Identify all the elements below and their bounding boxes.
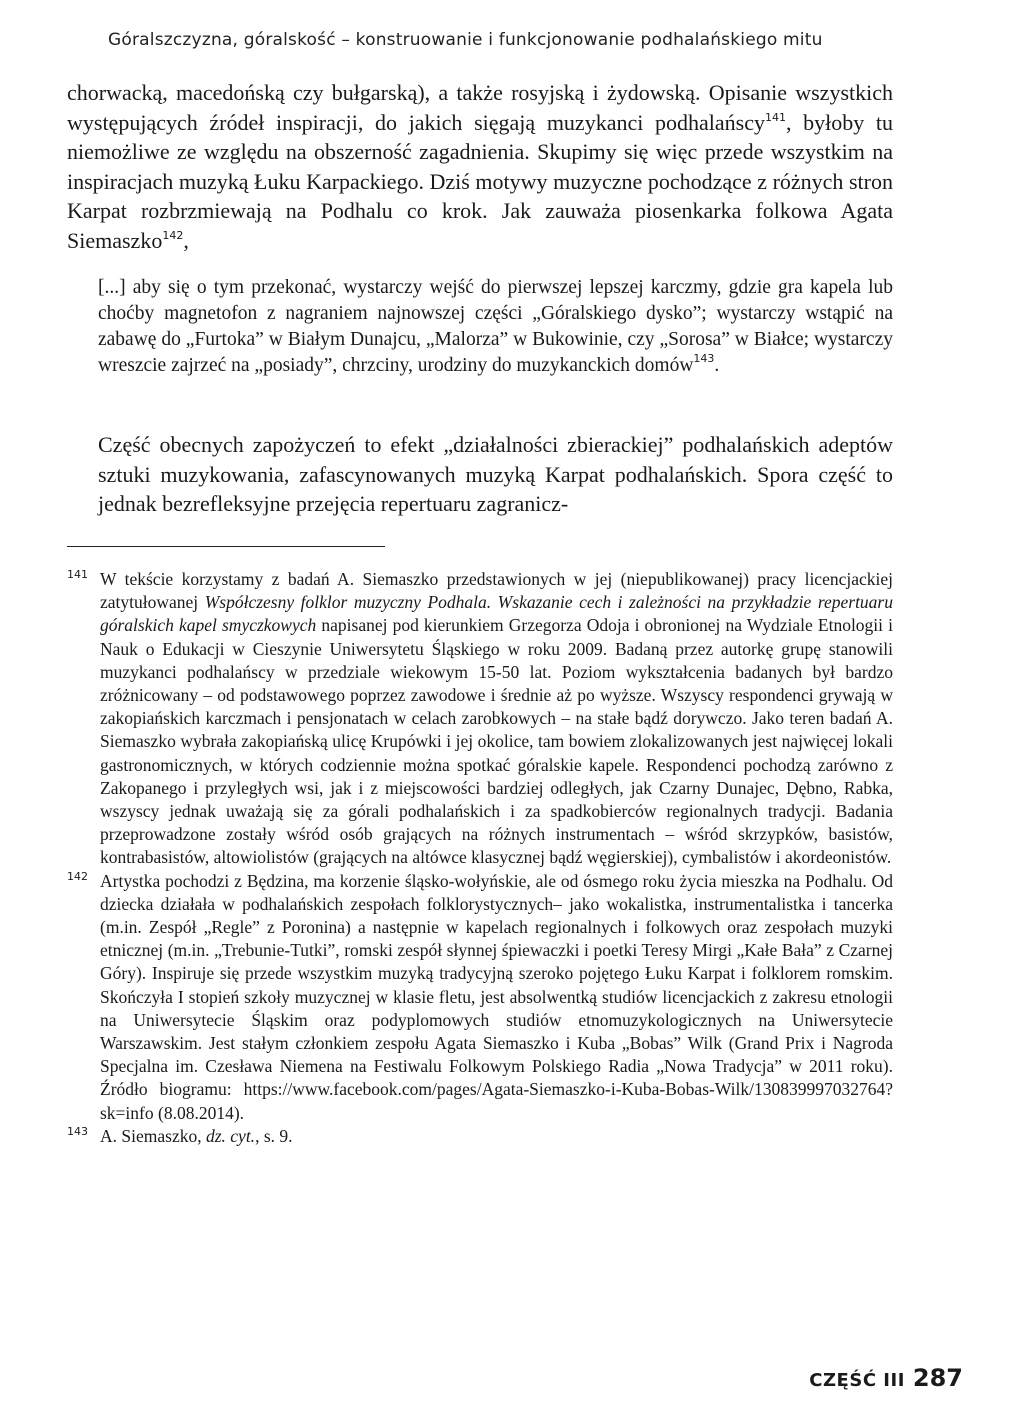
footnote-ref-142[interactable]: 142 [162, 228, 184, 242]
paragraph-1-text-a: chorwacką, macedońską czy bułgarską), a także rosyjską i żydowską. Opisanie wszystkich występujących źródeł inspiracji, do jakich sięgają muzykanci podhalańscy [67, 80, 893, 135]
block-quote-text: [...] aby się o tym przekonać, wystarczy wejść do pierwszej lepszej karczmy, gdzie gra kapela lub choćby magnetofon z nagraniem najnowszej części „Góralskiego dysko”; wystarczy wstąpić na zabawę do „Furtoka” w Białym Dunajcu, „Malorza” w Bukowinie, czy „Sorosa” w Białce; wystarczy wreszcie zajrzeć na „posiady”, chrzciny, urodziny do muzykanckich domów [98, 277, 893, 376]
footnote-divider [67, 546, 385, 547]
footnote-text-continued: napisanej pod kierunkiem Grzegorza Odoja i obronionej na Wydziale Etnologii i Nauk o Edukacji w Cieszynie Uniwersytetu Śląskiego w roku 2009. Badaną przez autorkę grupę stanowili muzykanci podhalańscy w przedziale wiekowym 15-50 lat. Poziom wykształcenia badanych był bardzo zróżnicowany – od podstawowego poprzez zawodowe i średnie aż po wyższe. Wszyscy respondenci grywają w zakopiańskich karczmach i pensjonatach w celach zarobkowych – na stałe bądź dorywczo. Jako teren badań A. Siemaszko wybrała zakopiańską ulicę Krupówki i jej okolice, tam bowiem zlokalizowanych jest najwięcej lokali gastronomicznych, w których codziennie można spotkać góralskie kapele. Respondenci pochodzą zarówno z Zakopanego i przyległych wsi, jak i z miejscowości bardziej odległych, jak Czarny Dunajec, Dębno, Rabka, wszyscy jednak uważają się za górali podhalańskich i za spadkobierców regionalnych tradycji. Badania przeprowadzone zostały wśród osób grających na różnych instrumentach – wśród skrzypków, basistów, kontrabasistów, altowiolistów (grających na altówce klasycznej bądź węgierskiej), cymbalistów i akordeonistów. [100, 615, 893, 868]
paragraph-1-text-c: , [183, 227, 189, 253]
footnotes [67, 568, 893, 1148]
paragraph-2: Część obecnych zapożyczeń to efekt „działalności zbierackiej” podhalańskich adeptów sztuki muzykowania, zafascynowanych muzyką Karpat podhalańskich. Spora część to jednak bezrefleksyjne przejęcia repertuaru zagranicz- [98, 432, 893, 516]
footnote-number: 143 [67, 1124, 88, 1138]
footnote-142 [67, 870, 893, 1125]
footnote-text-continued: , s. 9. [255, 1125, 293, 1146]
paragraph-1 [67, 78, 893, 255]
page-folio [803, 1364, 963, 1392]
paragraph-1-text-b: , byłoby tu niemożliwe ze względu na obszerność zagadnienia. Skupimy się więc przede wszystkim na inspiracjach muzyką Łuku Karpackiego. Dziś motywy muzyczne pochodzące z różnych stron Karpat rozbrzmiewają na Podhalu co krok. Jak zauważa piosenkarka folkowa Agata Siemaszko [67, 109, 893, 253]
page-number: 287 [912, 1364, 963, 1392]
footnote-text: Artystka pochodzi z Będzina, ma korzenie śląsko-wołyńskie, ale od ósmego roku życia mieszka na Podhalu. Od dziecka działała w podhalańskich zespołach folklorystycznych– jako wokalistka, instrumentalistka i tancerka (m.in. Zespół „Regle” z Poronina) a następnie w kapelach regionalnych i folkowych oraz zespołach muzyki etnicznej (m.in. „Trebunie-Tutki”, romski zespół słynnej śpiewaczki i poetki Teresy Mirgi „Kałe Bała” z Czarnej Góry). Inspiruje się przede wszystkim muzyką tradycyjną szeroko pojętego Łuku Karpat i folklorem romskim. Skończyła I stopień szkoły muzycznej w klasie fletu, jest absolwentką studiów licencjackich z zakresu etnologii na Uniwersytecie Śląskim oraz podyplomowych studiów etnomuzykologicznych na Uniwersytecie Warszawskim. Jest stałym członkiem zespołu Agata Siemaszko i Kuba „Bobas” Wilk (Grand Prix i Nagroda Specjalna im. Czesława Niemena na Festiwalu Folkowym Polskiego Radia „Nowa Tradycja” w 2011 roku). Źródło biogramu: https://www.facebook.com/pages/Agata-Siemaszko-i-Kuba-Bobas-Wilk/130839997032764?sk=info (8.08.2014). [100, 870, 893, 1123]
footnote-title: Współczesny folklor muzyczny Podhala. Wskazanie cech i zależności na przykładzie repertuaru góralskich kapel smyczkowych [100, 592, 893, 636]
block-quote-end: . [714, 355, 720, 376]
footnote-citation-abbrev: dz. cyt. [205, 1125, 256, 1146]
running-head: Góralszczyzna, góralskość – konstruowanie i funkcjonowanie podhalańskiego mitu [108, 30, 823, 50]
footnote-text: A. Siemaszko, [100, 1125, 206, 1146]
footnote-number: 141 [67, 568, 88, 581]
footnote-ref-143[interactable]: 143 [693, 352, 715, 365]
footnote-ref-141[interactable]: 141 [764, 110, 786, 124]
footnote-number: 142 [67, 869, 88, 883]
footnote-141 [67, 568, 893, 870]
footnote-text: W tekście korzystamy z badań A. Siemaszko przedstawionych w jej (niepublikowanej) pracy licencjackiej zatytułowanej [100, 569, 893, 613]
part-label: CZĘŚĆ III [809, 1370, 905, 1391]
footnote-143 [67, 1125, 893, 1148]
block-quote [98, 275, 893, 379]
